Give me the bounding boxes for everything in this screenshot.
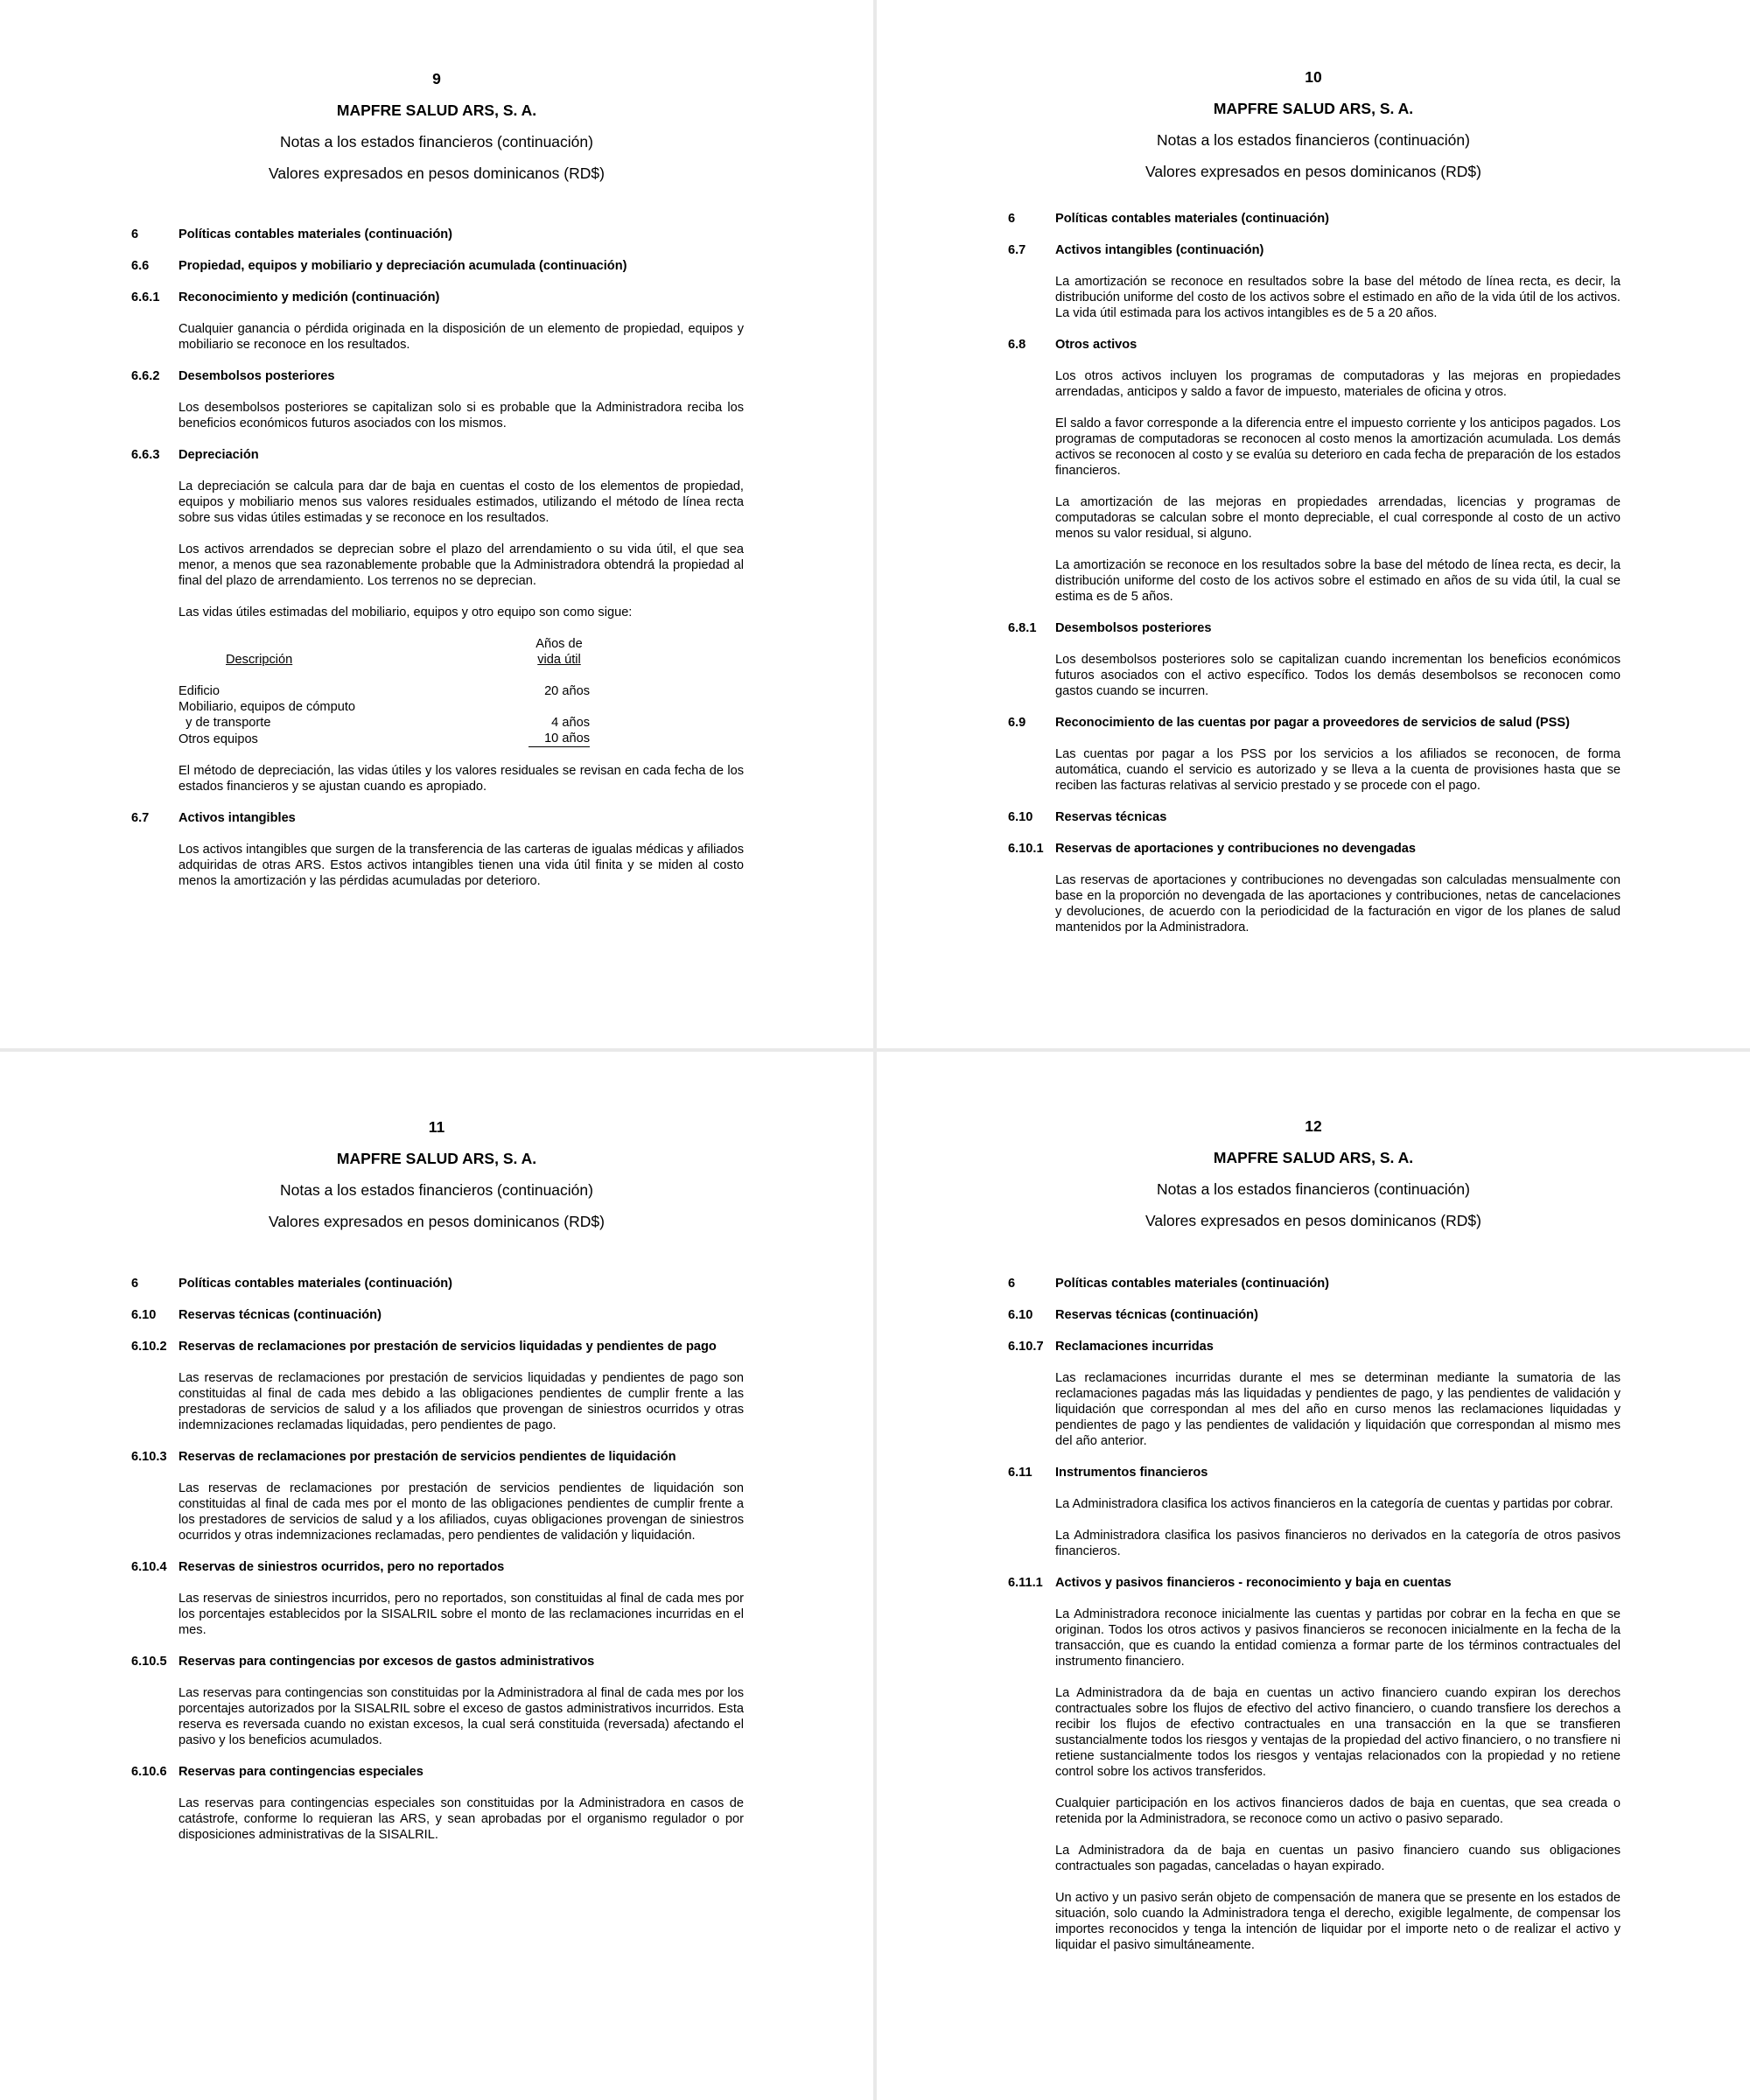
header-currency: Valores expresados en pesos dominicanos (RD$) [1145,163,1481,180]
section-number: 6.10 [131,1308,157,1322]
section-title: Desembolsos posteriores [178,369,335,383]
section-heading [1008,337,1620,353]
paragraph: La depreciación se calcula para dar de baja en cuentas el costo de los elementos de propiedad, equipos y mobiliario menos sus valores residuales estimados, utilizando el método de línea recta sobre sus vidas útiles estimadas y se reconoce en los resultados. [178,480,744,525]
paragraph: Las reservas de siniestros incurridos, pero no reportados, son constituidas al final de cada mes por los porcentajes establecidos por la SISALRIL sobre el monto de las reclamaciones incurridas en el mes. [178,1592,744,1637]
paragraph: La Administradora clasifica los activos financieros en la categoría de cuentas y partidas por cobrar. [1055,1497,1614,1511]
section-heading [131,368,744,384]
company-name: MAPFRE SALUD ARS, S. A. [336,102,537,119]
table-cell-description: Otros equipos [178,732,258,746]
section-heading [1008,242,1620,258]
page-header [0,1111,873,1237]
paragraph: Las reservas para contingencias son constituidas por la Administradora al final de cada mes por los porcentajes autorizados por la SISALRIL sobre el exceso de gastos administrativos incurridos. Esta reserva es reversada cuando no existan excesos, la cual será constituida (reversada) afectando el pasivo y los beneficios acumulados. [178,1686,744,1747]
table-cell-value [528,699,590,715]
company-name: MAPFRE SALUD ARS, S. A. [1213,100,1414,117]
section-number: 6.6 [131,259,150,273]
section-number: 6.6.2 [131,369,160,383]
section-title: Reservas para contingencias especiales [178,1765,424,1779]
section-number: 6.8.1 [1008,621,1037,635]
section-title: Reservas de reclamaciones por prestación de servicios pendientes de liquidación [178,1450,676,1464]
section-title: Reconocimiento y medición (continuación) [178,290,440,304]
section-title: Políticas contables materiales (continuación) [1055,212,1330,226]
section-heading [1008,841,1620,857]
section-number: 6 [1008,212,1016,226]
section-title: Reclamaciones incurridas [1055,1340,1214,1354]
paragraph: Las reclamaciones incurridas durante el mes se determinan mediante la sumatoria de las reclamaciones pagadas más las liquidadas y pendientes de pago, y las pendientes de validación y liquidación que correspondan al mes del año en curso menos las reclamaciones liquidadas y pendientes de pago y las pendientes de validación y liquidación que correspondan al mismo mes del año anterior. [1055,1371,1620,1448]
section-title: Activos intangibles (continuación) [1055,243,1264,257]
section-number: 6 [1008,1277,1016,1291]
page-header [0,63,873,189]
paragraph: Los activos intangibles que surgen de la transferencia de las carteras de igualas médicas y afiliados adquiridas de otras ARS. Estos activos intangibles tienen una vida útil finita y se miden al costo menos la amortización y las pérdidas acumuladas por deterioro. [178,843,744,888]
section-number: 6.6.1 [131,290,160,304]
table-cell-value: 4 años [551,716,590,730]
section-number: 6.10 [1008,810,1033,824]
paragraph: Las reservas de aportaciones y contribuciones no devengadas son calculadas mensualmente con base en la proporción no devengada de las aportaciones y contribuciones, netas de cancelaciones y devoluciones, de acuerdo con la periodicidad de la facturación en vigor de los planes de salud mantenidos por la Administradora. [1055,873,1620,934]
section-title: Activos intangibles [178,811,296,825]
paragraph: La Administradora da de baja en cuentas un activo financiero cuando expiran los derechos contractuales sobre los flujos de efectivo del activo financiero, o cuando transfiere los derechos a recibir los flujos de efectivo contractuales en una transacción en la que se transfieren sustancialmente todos los riesgos y ventajas de la propiedad del activo financiero, o no transfiere ni retiene sustancialmente todos los riesgos y ventajas relacionados con la propiedad y no retiene control sobre los activos transferidos. [1055,1686,1620,1779]
section-title: Políticas contables materiales (continuación) [178,1277,453,1291]
paragraph: La Administradora da de baja en cuentas un pasivo financiero cuando sus obligaciones contractuales son pagadas, canceladas o hayan expirado. [1055,1844,1620,1873]
header-currency: Valores expresados en pesos dominicanos (RD$) [1145,1212,1481,1229]
section-title: Reservas de siniestros ocurridos, pero no reportados [178,1560,505,1574]
section-number: 6.10.6 [131,1765,167,1779]
table-header-description: Descripción [226,653,293,667]
section-heading [131,290,744,305]
section-heading [1008,1575,1620,1591]
section-title: Propiedad, equipos y mobiliario y depreciación acumulada (continuación) [178,259,627,273]
page-number: 9 [432,70,441,88]
page-header [877,1110,1750,1236]
section-title: Depreciación [178,448,259,462]
section-number: 6 [131,1277,139,1291]
paragraph: Las reservas de reclamaciones por prestación de servicios liquidadas y pendientes de pago son constituidas al final de cada mes debido a las obligaciones pendientes de cumplir frente a las prestadoras de servicios de salud y a los afiliados que provengan de siniestros ocurridos y otras indemnizaciones reclamadas liquidadas, pero pendientes de pago. [178,1371,744,1432]
header-subtitle: Notas a los estados financieros (continuación) [1157,131,1470,149]
paragraph: Las vidas útiles estimadas del mobiliario, equipos y otro equipo son como sigue: [178,606,633,620]
section-heading [131,1764,744,1780]
section-number: 6.11.1 [1008,1576,1043,1590]
section-number: 6.10.5 [131,1655,167,1669]
section-heading [1008,809,1620,825]
page-11 [0,1052,873,2100]
section-title: Reservas técnicas (continuación) [178,1308,382,1322]
section-number: 6.10.3 [131,1450,167,1464]
table-cell-description: Edificio [178,684,220,698]
section-number: 6 [131,228,139,242]
table-cell-value: 20 años [544,684,590,698]
section-number: 6.10 [1008,1308,1033,1322]
paragraph: El saldo a favor corresponde a la diferencia entre el impuesto corriente y los anticipos pagados. Los programas de computadoras se reconocen al costo menos la amortización acumulada. Los demás activos se reconocen al costo y se evalúa su deterioro en cada fecha de preparación de los estados financieros. [1055,416,1620,478]
section-heading [131,1307,744,1323]
page-body [131,227,744,889]
header-currency: Valores expresados en pesos dominicanos (RD$) [269,164,605,182]
section-heading [131,810,744,826]
section-heading [131,1449,744,1465]
useful-life-table [178,636,590,747]
table-cell-description: Mobiliario, equipos de cómputo [178,700,355,714]
section-number: 6.10.2 [131,1340,167,1354]
section-title: Reservas técnicas (continuación) [1055,1308,1258,1322]
table-header-useful-life: vida útil [537,653,581,667]
section-title: Desembolsos posteriores [1055,621,1212,635]
paragraph: Cualquier ganancia o pérdida originada en la disposición de un elemento de propiedad, equipos y mobiliario se reconoce en los resultados. [178,322,744,352]
section-number: 6.10.7 [1008,1340,1044,1354]
page-body [131,1276,744,1843]
page-number: 11 [428,1118,445,1136]
section-title: Políticas contables materiales (continuación) [178,228,453,242]
section-heading [131,227,744,242]
section-heading [1008,715,1620,731]
section-heading [131,447,744,463]
paragraph: Las reservas para contingencias especiales son constituidas por la Administradora en casos de catástrofe, conforme lo requieran las ARS, y sean aprobadas por el organismo regulador o por disposiciones administrativas de la SISALRIL. [178,1796,744,1842]
paragraph: Los activos arrendados se deprecian sobre el plazo del arrendamiento o su vida útil, el que sea menor, a menos que sea razonablemente probable que la Administradora obtendrá la propiedad al final del plazo de arrendamiento. Los terrenos no se deprecian. [178,542,744,588]
paragraph: La amortización de las mejoras en propiedades arrendadas, licencias y programas de computadoras se calculan sobre el monto depreciable, el cual corresponde al costo de un activo menos su valor residual, si alguno. [1055,495,1620,541]
paragraph: La amortización se reconoce en resultados sobre la base del método de línea recta, es decir, la distribución uniforme del costo de los activos sobre el estimado en año de la vida útil de los activos. La vida útil estimada para los activos intangibles es de 5 a 20 años. [1055,275,1620,320]
section-title: Instrumentos financieros [1055,1466,1208,1480]
table-cell-description: y de transporte [178,716,271,730]
table-row [178,699,590,715]
section-heading [1008,620,1620,636]
section-title: Reservas de reclamaciones por prestación de servicios liquidadas y pendientes de pago [178,1340,717,1354]
section-title: Reconocimiento de las cuentas por pagar a proveedores de servicios de salud (PSS) [1055,716,1570,730]
section-number: 6.7 [131,811,150,825]
section-title: Reservas de aportaciones y contribuciones no devengadas [1055,842,1417,856]
section-heading [131,1339,744,1354]
section-heading [1008,1465,1620,1480]
paragraph: Las reservas de reclamaciones por prestación de servicios pendientes de liquidación son constituidas al final de cada mes por el monto de las obligaciones pendientes de cumplir frente a los prestadores de servicios de salud y a los afiliados, cuyas obligaciones provengan de siniestros ocurridos y otras indemnizaciones reclamadas, pero pendientes de validación y liquidación. [178,1481,744,1543]
page-body [1008,1276,1620,1953]
section-heading [1008,211,1620,227]
paragraph: Los desembolsos posteriores solo se capitalizan cuando incrementan los beneficios económicos futuros asociados con el activo específico. Todos los demás desembolsos se reconocen como gastos cuando se incurren. [1055,653,1620,698]
section-number: 6.8 [1008,338,1026,352]
page-10 [877,0,1750,1048]
section-number: 6.7 [1008,243,1026,257]
section-heading [131,1276,744,1292]
section-heading [1008,1276,1620,1292]
header-subtitle: Notas a los estados financieros (continuación) [280,133,593,150]
section-title: Reservas técnicas [1055,810,1167,824]
section-title: Otros activos [1055,338,1138,352]
section-heading [131,1654,744,1670]
page-12 [877,1052,1750,2100]
table-row [178,683,590,699]
section-number: 6.11 [1008,1466,1032,1480]
section-number: 6.10.1 [1008,842,1044,856]
table-row [178,715,590,731]
section-heading [131,1559,744,1575]
page-number: 12 [1305,1117,1322,1135]
company-name: MAPFRE SALUD ARS, S. A. [1213,1149,1414,1166]
page-body [1008,211,1620,935]
section-number: 6.9 [1008,716,1026,730]
paragraph: Las cuentas por pagar a los PSS por los servicios a los afiliados se reconocen, de forma automática, cuando el servicio es autorizado y se lleva a la cuenta de provisiones hasta que se reciben las facturas relativas al servicio prestado y se procede con el pago. [1055,747,1620,793]
paragraph: La Administradora clasifica los pasivos financieros no derivados en la categoría de otros pasivos financieros. [1055,1529,1620,1558]
page-number: 10 [1305,68,1322,86]
section-title: Activos y pasivos financieros - reconocimiento y baja en cuentas [1055,1576,1452,1590]
page-9 [0,0,873,1048]
section-number: 6.10.4 [131,1560,167,1574]
header-currency: Valores expresados en pesos dominicanos (RD$) [269,1213,605,1230]
paragraph: Los otros activos incluyen los programas de computadoras y las mejoras en propiedades arrendadas, anticipos y saldo a favor de impuesto, materiales de oficina y otros. [1055,369,1620,399]
table-header-years: Años de [536,637,583,651]
paragraph: La amortización se reconoce en los resultados sobre la base del método de línea recta, es decir, la distribución uniforme del costo de los activos sobre el estimado en años de su vida útil, la cual se estima es de 5 años. [1055,558,1620,604]
section-number: 6.6.3 [131,448,160,462]
paragraph: El método de depreciación, las vidas útiles y los valores residuales se revisan en cada fecha de los estados financieros y se ajustan cuando es apropiado. [178,764,744,794]
page-header [877,61,1750,187]
paragraph: La Administradora reconoce inicialmente las cuentas y partidas por cobrar en la fecha en que se originan. Todos los otros activos y pasivos financieros se reconocen inicialmente en la fecha de la transacción, que es cuando la entidad comienza a formar parte de los términos contractuales del instrumento financiero. [1055,1607,1620,1669]
paragraph: Cualquier participación en los activos financieros dados de baja en cuentas, que sea creada o retenida por la Administradora, se reconoce como un activo o pasivo separado. [1055,1796,1620,1826]
section-heading [1008,1307,1620,1323]
section-heading [131,258,744,274]
paragraph: Los desembolsos posteriores se capitalizan solo si es probable que la Administradora reciba los beneficios económicos futuros asociados con los mismos. [178,401,744,430]
section-heading [1008,1339,1620,1354]
section-title: Políticas contables materiales (continuación) [1055,1277,1330,1291]
table-row [178,731,590,747]
header-subtitle: Notas a los estados financieros (continuación) [280,1181,593,1199]
paragraph: Un activo y un pasivo serán objeto de compensación de manera que se presente en los estados de situación, solo cuando la Administradora tenga el derecho, exigible legalmente, de compensar los importes reconocidos y tenga la intención de liquidar por el importe neto o de realizar el activo y liquidar el pasivo simultáneamente. [1055,1891,1620,1952]
company-name: MAPFRE SALUD ARS, S. A. [336,1150,537,1167]
header-subtitle: Notas a los estados financieros (continuación) [1157,1180,1470,1198]
table-cell-value: 10 años [528,731,590,747]
section-title: Reservas para contingencias por excesos de gastos administrativos [178,1655,595,1669]
